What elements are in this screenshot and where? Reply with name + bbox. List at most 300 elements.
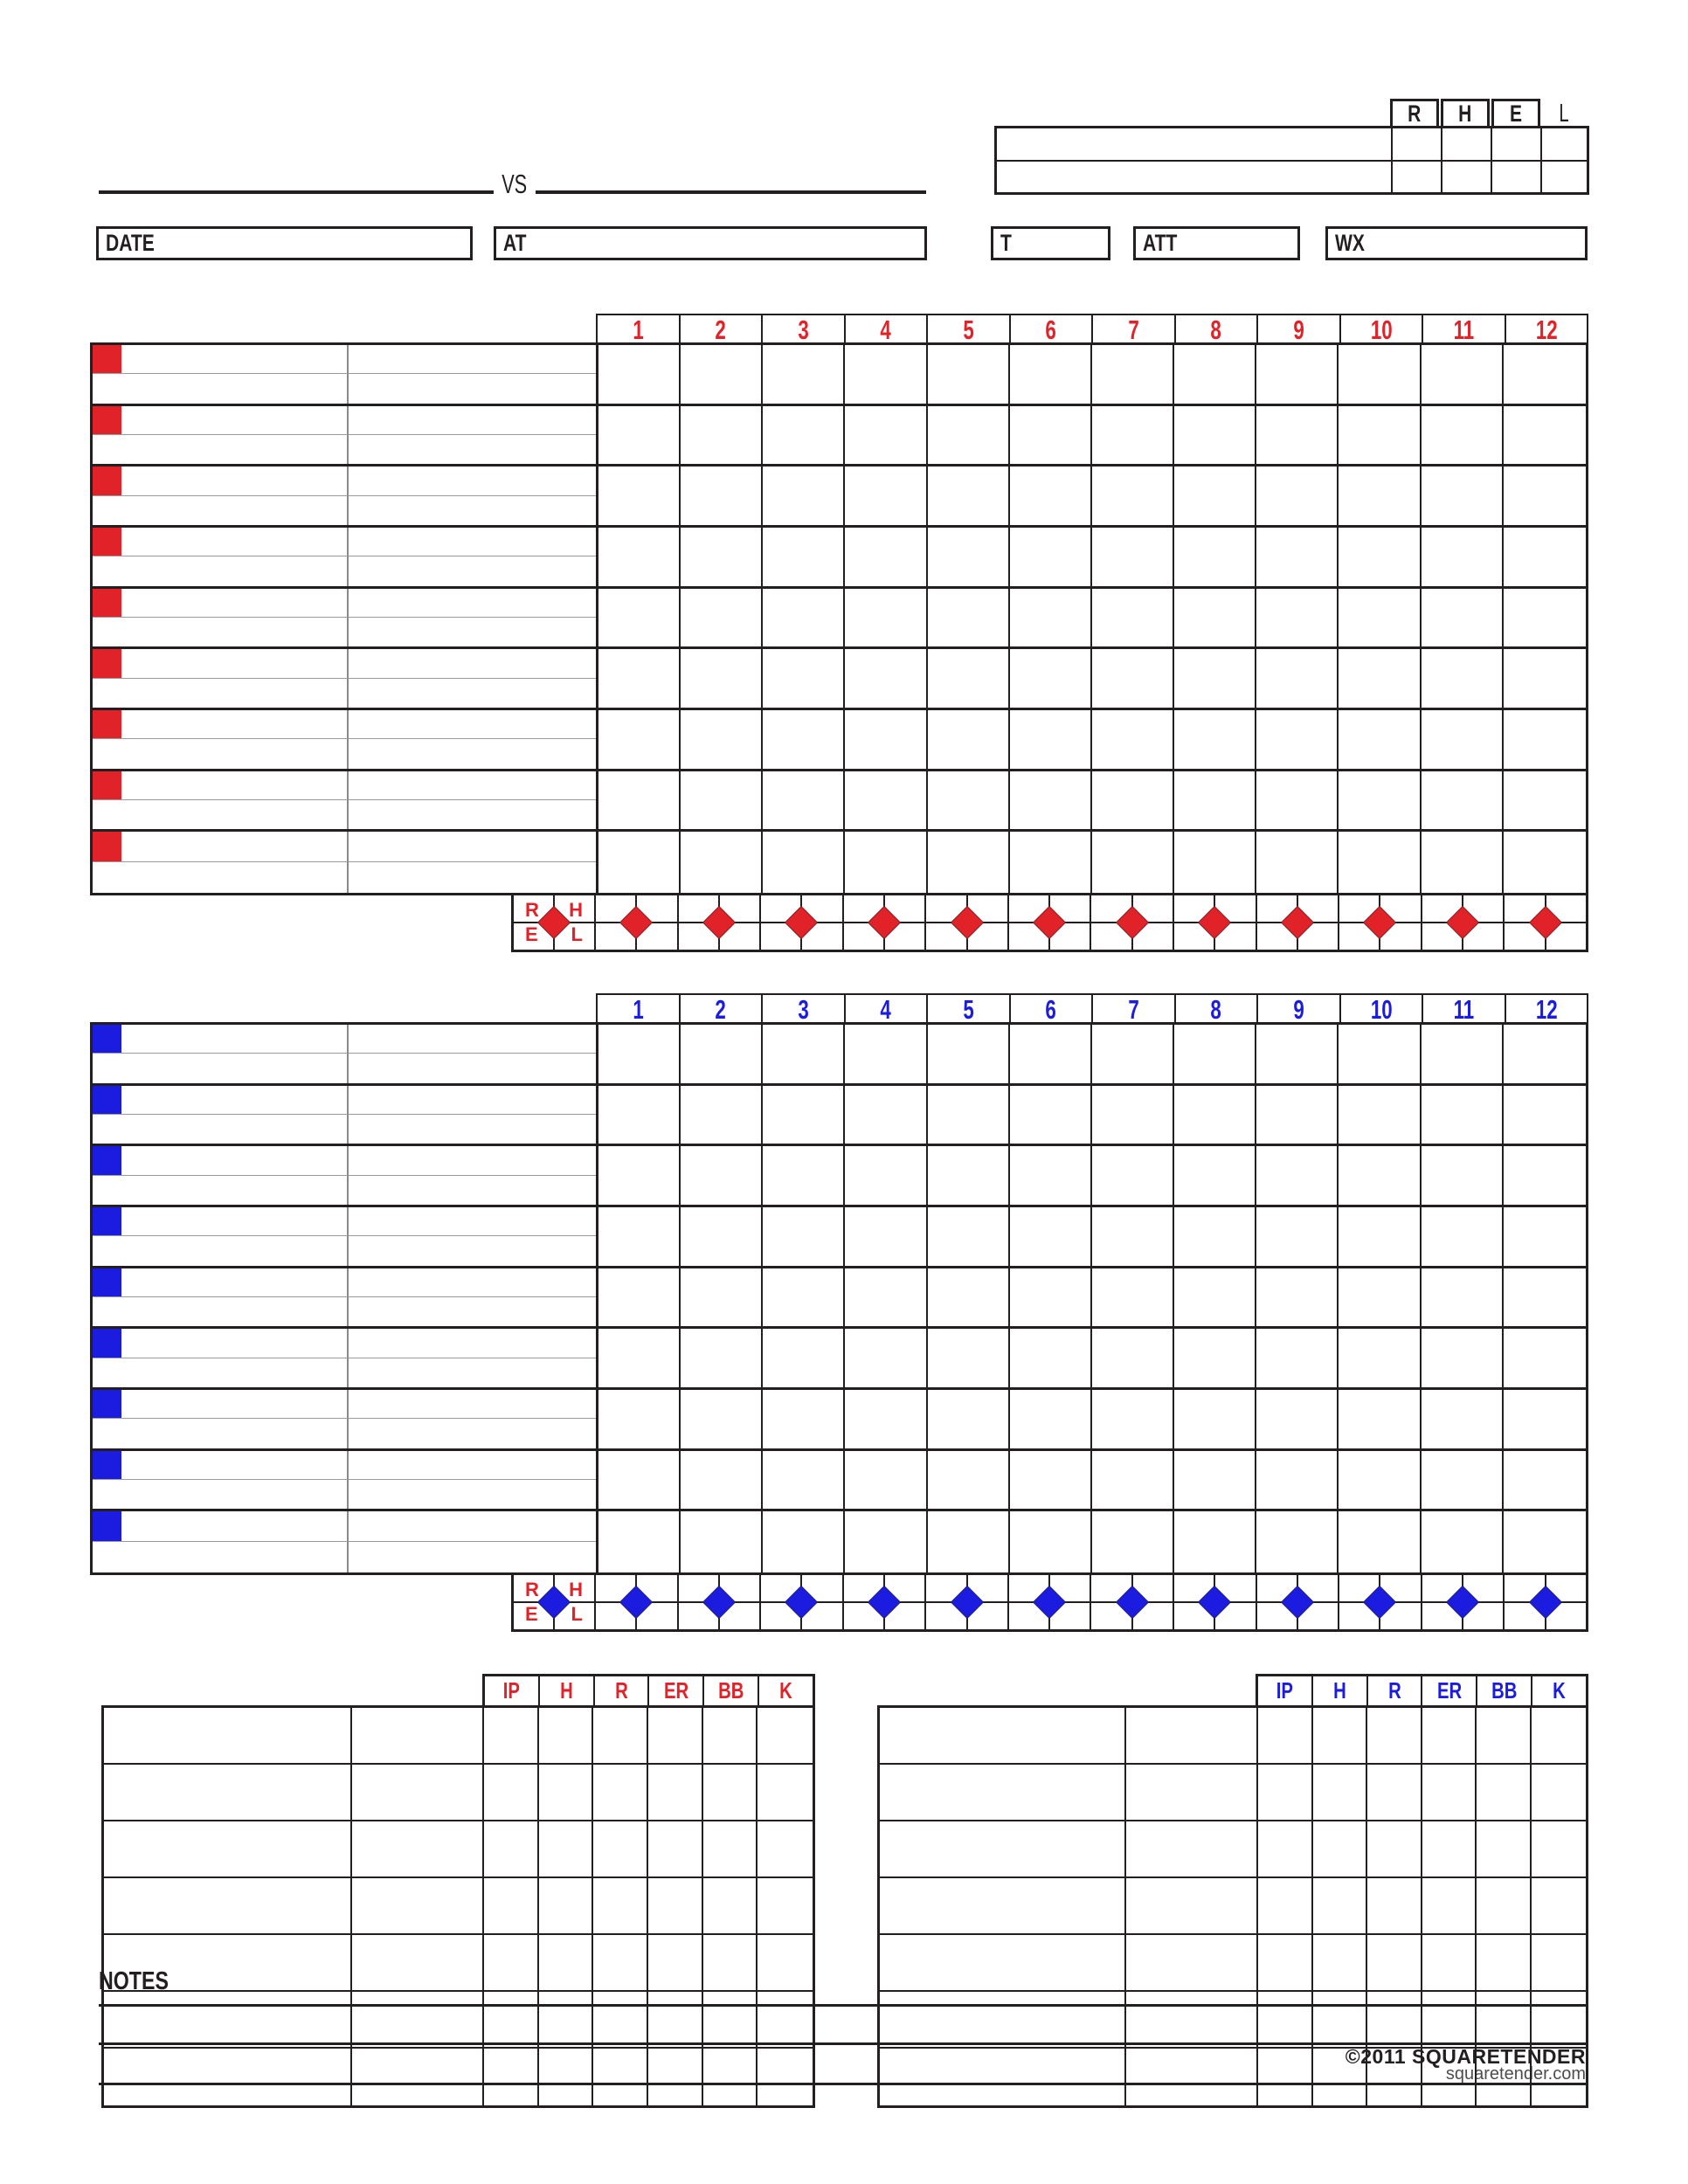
pitcher-stat-cell[interactable] (593, 1708, 648, 1765)
pitcher-stat-cell[interactable] (484, 1821, 539, 1878)
inning-cell[interactable] (928, 1329, 1010, 1390)
pitcher-stat-cell[interactable] (648, 2049, 703, 2105)
inning-cell[interactable] (763, 589, 845, 650)
inning-cell[interactable] (1092, 771, 1174, 833)
pitcher-stat-cell[interactable] (1532, 1992, 1587, 2049)
inning-cell[interactable] (1339, 467, 1421, 528)
inning-cell[interactable] (1174, 710, 1256, 771)
substitute-info-cell[interactable] (349, 435, 596, 464)
pitcher-stat-cell[interactable] (703, 2049, 758, 2105)
pitcher-stat-cell[interactable] (1422, 1765, 1477, 1821)
position-box[interactable] (93, 1086, 121, 1114)
pitcher-stat-cell[interactable] (593, 1935, 648, 1992)
inning-cell[interactable] (1174, 467, 1256, 528)
pitcher-info-cell[interactable] (1126, 2049, 1258, 2105)
inning-cell[interactable] (1010, 1025, 1092, 1086)
inning-cell[interactable] (763, 832, 845, 893)
inning-cell[interactable] (1256, 528, 1339, 589)
inning-cell[interactable] (1092, 1268, 1174, 1330)
inning-cell[interactable] (1256, 406, 1339, 467)
inning-cell[interactable] (681, 649, 763, 710)
pitcher-info-cell[interactable] (352, 1878, 484, 1935)
inning-cell[interactable] (1256, 589, 1339, 650)
substitute-name-cell[interactable] (93, 496, 349, 525)
batter-info-cell[interactable] (349, 832, 596, 862)
inning-cell[interactable] (845, 406, 927, 467)
pitcher-name-cell[interactable] (104, 1992, 352, 2049)
batter-info-cell[interactable] (349, 649, 596, 678)
field-box-wx[interactable] (1325, 226, 1588, 260)
inning-cell[interactable] (598, 1025, 681, 1086)
inning-cell[interactable] (928, 467, 1010, 528)
pitcher-info-cell[interactable] (1126, 1765, 1258, 1821)
substitute-name-cell[interactable] (93, 739, 349, 768)
inning-cell[interactable] (1174, 589, 1256, 650)
pitcher-stat-cell[interactable] (1313, 1821, 1368, 1878)
inning-cell[interactable] (845, 1390, 927, 1451)
inning-cell[interactable] (1010, 832, 1092, 893)
batter-info-cell[interactable] (349, 406, 596, 435)
pitcher-info-cell[interactable] (1126, 1992, 1258, 2049)
inning-cell[interactable] (1010, 1268, 1092, 1330)
pitcher-name-cell[interactable] (104, 1765, 352, 1821)
inning-cell[interactable] (1339, 1086, 1421, 1147)
pitcher-stat-cell[interactable] (1477, 1878, 1532, 1935)
inning-cell[interactable] (1422, 1207, 1504, 1268)
inning-cell[interactable] (598, 771, 681, 833)
batter-name-cell[interactable] (93, 1146, 349, 1175)
inning-cell[interactable] (1092, 710, 1174, 771)
inning-cell[interactable] (1092, 1390, 1174, 1451)
inning-cell[interactable] (1256, 1086, 1339, 1147)
inning-cell[interactable] (845, 345, 927, 406)
inning-cell[interactable] (1092, 1086, 1174, 1147)
inning-cell[interactable] (1174, 1268, 1256, 1330)
pitcher-stat-cell[interactable] (648, 1765, 703, 1821)
inning-cell[interactable] (1174, 649, 1256, 710)
inning-cell[interactable] (1010, 1146, 1092, 1207)
inning-cell[interactable] (1422, 771, 1504, 833)
inning-cell[interactable] (681, 832, 763, 893)
batter-name-cell[interactable] (93, 345, 349, 374)
pitcher-stat-cell[interactable] (484, 1878, 539, 1935)
inning-cell[interactable] (681, 589, 763, 650)
substitute-name-cell[interactable] (93, 1542, 349, 1572)
inning-cell[interactable] (681, 1511, 763, 1572)
inning-cell[interactable] (1092, 589, 1174, 650)
inning-cell[interactable] (1092, 345, 1174, 406)
inning-cell[interactable] (681, 1268, 763, 1330)
inning-cell[interactable] (1504, 528, 1586, 589)
inning-cell[interactable] (1504, 1146, 1586, 1207)
inning-cell[interactable] (1010, 771, 1092, 833)
inning-cell[interactable] (1504, 1390, 1586, 1451)
inning-cell[interactable] (598, 649, 681, 710)
substitute-info-cell[interactable] (349, 556, 596, 585)
pitcher-stat-cell[interactable] (539, 1765, 594, 1821)
inning-cell[interactable] (928, 1025, 1010, 1086)
pitcher-stat-cell[interactable] (593, 1992, 648, 2049)
field-box-at[interactable] (494, 226, 927, 260)
linescore-home-row[interactable] (997, 162, 1587, 193)
pitcher-stat-cell[interactable] (758, 1878, 813, 1935)
inning-cell[interactable] (1504, 649, 1586, 710)
inning-cell[interactable] (763, 1207, 845, 1268)
inning-cell[interactable] (1256, 1268, 1339, 1330)
inning-cell[interactable] (598, 528, 681, 589)
inning-cell[interactable] (763, 771, 845, 833)
inning-cell[interactable] (1092, 1511, 1174, 1572)
inning-cell[interactable] (928, 345, 1010, 406)
pitcher-stat-cell[interactable] (703, 1992, 758, 2049)
substitute-name-cell[interactable] (93, 800, 349, 829)
pitcher-stat-cell[interactable] (1313, 1765, 1368, 1821)
pitcher-stat-cell[interactable] (539, 1821, 594, 1878)
substitute-info-cell[interactable] (349, 1236, 596, 1265)
substitute-name-cell[interactable] (93, 1054, 349, 1082)
batter-info-cell[interactable] (349, 345, 596, 374)
pitcher-stat-cell[interactable] (1532, 1821, 1587, 1878)
batter-info-cell[interactable] (349, 1451, 596, 1480)
inning-cell[interactable] (1339, 589, 1421, 650)
pitcher-stat-cell[interactable] (1477, 2049, 1532, 2105)
inning-cell[interactable] (845, 1451, 927, 1512)
inning-cell[interactable] (1339, 1390, 1421, 1451)
inning-cell[interactable] (1174, 406, 1256, 467)
inning-cell[interactable] (598, 467, 681, 528)
substitute-name-cell[interactable] (93, 679, 349, 708)
batter-name-cell[interactable] (93, 1390, 349, 1419)
batter-name-cell[interactable] (93, 710, 349, 739)
inning-cell[interactable] (763, 1146, 845, 1207)
pitcher-stat-cell[interactable] (1532, 1878, 1587, 1935)
inning-cell[interactable] (1339, 1511, 1421, 1572)
pitcher-stat-cell[interactable] (758, 1708, 813, 1765)
batter-info-cell[interactable] (349, 710, 596, 739)
pitcher-stat-cell[interactable] (758, 1765, 813, 1821)
pitcher-stat-cell[interactable] (703, 1708, 758, 1765)
position-box[interactable] (93, 1329, 121, 1357)
pitcher-stat-cell[interactable] (703, 1935, 758, 1992)
inning-cell[interactable] (1010, 1086, 1092, 1147)
inning-cell[interactable] (1092, 1451, 1174, 1512)
inning-cell[interactable] (681, 528, 763, 589)
pitcher-stat-cell[interactable] (1477, 1935, 1532, 1992)
pitcher-name-cell[interactable] (104, 1935, 352, 1992)
pitcher-name-cell[interactable] (104, 1821, 352, 1878)
inning-cell[interactable] (598, 710, 681, 771)
pitcher-stat-cell[interactable] (1313, 1878, 1368, 1935)
batter-name-cell[interactable] (93, 528, 349, 556)
pitcher-info-cell[interactable] (352, 1708, 484, 1765)
pitcher-stat-cell[interactable] (1477, 1708, 1532, 1765)
inning-cell[interactable] (598, 1086, 681, 1147)
pitcher-stat-cell[interactable] (1367, 2049, 1422, 2105)
pitcher-name-cell[interactable] (880, 1708, 1126, 1765)
substitute-info-cell[interactable] (349, 1115, 596, 1144)
inning-cell[interactable] (681, 1451, 763, 1512)
position-box[interactable] (93, 345, 121, 373)
batter-info-cell[interactable] (349, 1086, 596, 1115)
inning-cell[interactable] (1504, 345, 1586, 406)
pitcher-stat-cell[interactable] (1422, 2049, 1477, 2105)
pitcher-info-cell[interactable] (1126, 1708, 1258, 1765)
batter-name-cell[interactable] (93, 1086, 349, 1115)
inning-cell[interactable] (1256, 832, 1339, 893)
inning-cell[interactable] (1422, 406, 1504, 467)
inning-cell[interactable] (928, 710, 1010, 771)
inning-cell[interactable] (598, 345, 681, 406)
position-box[interactable] (93, 467, 121, 494)
inning-cell[interactable] (1339, 832, 1421, 893)
inning-cell[interactable] (928, 1207, 1010, 1268)
inning-cell[interactable] (1174, 1511, 1256, 1572)
inning-cell[interactable] (598, 832, 681, 893)
substitute-info-cell[interactable] (349, 739, 596, 768)
inning-cell[interactable] (1256, 1390, 1339, 1451)
inning-cell[interactable] (681, 1329, 763, 1390)
inning-cell[interactable] (928, 589, 1010, 650)
inning-cell[interactable] (681, 1086, 763, 1147)
inning-cell[interactable] (1010, 1207, 1092, 1268)
inning-cell[interactable] (928, 406, 1010, 467)
inning-cell[interactable] (1256, 467, 1339, 528)
inning-cell[interactable] (928, 528, 1010, 589)
substitute-name-cell[interactable] (93, 556, 349, 585)
pitcher-stat-cell[interactable] (539, 1878, 594, 1935)
inning-cell[interactable] (763, 649, 845, 710)
position-box[interactable] (93, 1451, 121, 1479)
inning-cell[interactable] (1339, 406, 1421, 467)
inning-cell[interactable] (1422, 1268, 1504, 1330)
inning-cell[interactable] (598, 589, 681, 650)
pitcher-stat-cell[interactable] (1422, 1708, 1477, 1765)
pitcher-stat-cell[interactable] (1422, 1935, 1477, 1992)
substitute-name-cell[interactable] (93, 1480, 349, 1509)
inning-cell[interactable] (1339, 649, 1421, 710)
inning-cell[interactable] (1010, 406, 1092, 467)
inning-cell[interactable] (845, 771, 927, 833)
pitcher-stat-cell[interactable] (1367, 1992, 1422, 2049)
inning-cell[interactable] (1174, 1146, 1256, 1207)
batter-info-cell[interactable] (349, 1268, 596, 1297)
inning-cell[interactable] (928, 1268, 1010, 1330)
inning-cell[interactable] (681, 710, 763, 771)
inning-cell[interactable] (1092, 1025, 1174, 1086)
inning-cell[interactable] (681, 1025, 763, 1086)
pitcher-stat-cell[interactable] (1367, 1765, 1422, 1821)
inning-cell[interactable] (681, 345, 763, 406)
batter-name-cell[interactable] (93, 589, 349, 618)
pitcher-name-cell[interactable] (880, 1992, 1126, 2049)
inning-cell[interactable] (1256, 1511, 1339, 1572)
inning-cell[interactable] (1504, 467, 1586, 528)
inning-cell[interactable] (1339, 771, 1421, 833)
substitute-info-cell[interactable] (349, 496, 596, 525)
batter-name-cell[interactable] (93, 832, 349, 862)
inning-cell[interactable] (763, 345, 845, 406)
pitcher-stat-cell[interactable] (1313, 1935, 1368, 1992)
position-box[interactable] (93, 649, 121, 677)
substitute-info-cell[interactable] (349, 1297, 596, 1326)
inning-cell[interactable] (1174, 1207, 1256, 1268)
pitcher-stat-cell[interactable] (1532, 1765, 1587, 1821)
inning-cell[interactable] (845, 1025, 927, 1086)
pitcher-stat-cell[interactable] (1258, 1821, 1313, 1878)
inning-cell[interactable] (681, 406, 763, 467)
substitute-name-cell[interactable] (93, 1176, 349, 1205)
inning-cell[interactable] (681, 1390, 763, 1451)
batter-info-cell[interactable] (349, 1207, 596, 1236)
pitcher-stat-cell[interactable] (648, 1708, 703, 1765)
inning-cell[interactable] (1174, 1329, 1256, 1390)
inning-cell[interactable] (1422, 649, 1504, 710)
pitcher-stat-cell[interactable] (648, 1992, 703, 2049)
inning-cell[interactable] (1174, 832, 1256, 893)
batter-info-cell[interactable] (349, 467, 596, 495)
inning-cell[interactable] (1422, 345, 1504, 406)
inning-cell[interactable] (1010, 345, 1092, 406)
substitute-name-cell[interactable] (93, 862, 349, 893)
inning-cell[interactable] (1504, 1268, 1586, 1330)
substitute-name-cell[interactable] (93, 374, 349, 403)
batter-name-cell[interactable] (93, 649, 349, 678)
batter-info-cell[interactable] (349, 1329, 596, 1358)
inning-cell[interactable] (1422, 1451, 1504, 1512)
pitcher-stat-cell[interactable] (539, 1992, 594, 2049)
inning-cell[interactable] (1339, 1268, 1421, 1330)
substitute-name-cell[interactable] (93, 1358, 349, 1387)
inning-cell[interactable] (763, 406, 845, 467)
inning-cell[interactable] (1504, 771, 1586, 833)
substitute-name-cell[interactable] (93, 618, 349, 646)
pitcher-info-cell[interactable] (352, 1821, 484, 1878)
inning-cell[interactable] (1174, 771, 1256, 833)
inning-cell[interactable] (1010, 1511, 1092, 1572)
inning-cell[interactable] (1174, 1390, 1256, 1451)
position-box[interactable] (93, 1025, 121, 1053)
inning-cell[interactable] (845, 589, 927, 650)
inning-cell[interactable] (1422, 710, 1504, 771)
pitcher-stat-cell[interactable] (1313, 1992, 1368, 2049)
inning-cell[interactable] (1092, 832, 1174, 893)
inning-cell[interactable] (1010, 467, 1092, 528)
inning-cell[interactable] (1010, 528, 1092, 589)
inning-cell[interactable] (1504, 1511, 1586, 1572)
inning-cell[interactable] (845, 528, 927, 589)
pitcher-stat-cell[interactable] (1367, 1708, 1422, 1765)
substitute-info-cell[interactable] (349, 1542, 596, 1572)
inning-cell[interactable] (1504, 1086, 1586, 1147)
inning-cell[interactable] (845, 467, 927, 528)
pitcher-stat-cell[interactable] (1477, 1992, 1532, 2049)
inning-cell[interactable] (1256, 345, 1339, 406)
inning-cell[interactable] (1504, 1451, 1586, 1512)
inning-cell[interactable] (1504, 589, 1586, 650)
inning-cell[interactable] (1504, 406, 1586, 467)
inning-cell[interactable] (845, 1511, 927, 1572)
inning-cell[interactable] (763, 1268, 845, 1330)
pitcher-stat-cell[interactable] (593, 2049, 648, 2105)
pitcher-stat-cell[interactable] (593, 1765, 648, 1821)
pitcher-stat-cell[interactable] (1532, 1708, 1587, 1765)
home-team-name-line[interactable] (536, 190, 926, 194)
inning-cell[interactable] (1174, 528, 1256, 589)
inning-cell[interactable] (1256, 1146, 1339, 1207)
inning-cell[interactable] (1092, 406, 1174, 467)
substitute-name-cell[interactable] (93, 1419, 349, 1448)
pitcher-info-cell[interactable] (352, 2049, 484, 2105)
inning-cell[interactable] (1339, 1146, 1421, 1207)
inning-cell[interactable] (598, 1511, 681, 1572)
inning-cell[interactable] (928, 1086, 1010, 1147)
pitcher-stat-cell[interactable] (593, 1878, 648, 1935)
pitcher-stat-cell[interactable] (648, 1878, 703, 1935)
inning-cell[interactable] (928, 1511, 1010, 1572)
pitcher-stat-cell[interactable] (1367, 1878, 1422, 1935)
inning-cell[interactable] (1010, 1451, 1092, 1512)
inning-cell[interactable] (1010, 710, 1092, 771)
pitcher-stat-cell[interactable] (1258, 1935, 1313, 1992)
pitcher-info-cell[interactable] (352, 1992, 484, 2049)
inning-cell[interactable] (1422, 1329, 1504, 1390)
substitute-info-cell[interactable] (349, 374, 596, 403)
position-box[interactable] (93, 771, 121, 799)
batter-name-cell[interactable] (93, 771, 349, 800)
inning-cell[interactable] (763, 1511, 845, 1572)
pitcher-stat-cell[interactable] (539, 1708, 594, 1765)
pitcher-stat-cell[interactable] (484, 2049, 539, 2105)
inning-cell[interactable] (1092, 649, 1174, 710)
substitute-info-cell[interactable] (349, 1054, 596, 1082)
inning-cell[interactable] (763, 1025, 845, 1086)
pitcher-stat-cell[interactable] (703, 1878, 758, 1935)
inning-cell[interactable] (598, 1390, 681, 1451)
position-box[interactable] (93, 406, 121, 434)
inning-cell[interactable] (1256, 1451, 1339, 1512)
inning-cell[interactable] (1256, 1329, 1339, 1390)
substitute-info-cell[interactable] (349, 862, 596, 893)
pitcher-name-cell[interactable] (880, 1821, 1126, 1878)
pitcher-info-cell[interactable] (352, 1935, 484, 1992)
pitcher-name-cell[interactable] (880, 1765, 1126, 1821)
pitcher-name-cell[interactable] (880, 1935, 1126, 1992)
pitcher-stat-cell[interactable] (758, 1821, 813, 1878)
substitute-name-cell[interactable] (93, 1115, 349, 1144)
batter-info-cell[interactable] (349, 1025, 596, 1054)
inning-cell[interactable] (1174, 1086, 1256, 1147)
batter-info-cell[interactable] (349, 1511, 596, 1542)
pitcher-stat-cell[interactable] (484, 1765, 539, 1821)
pitcher-stat-cell[interactable] (1367, 1935, 1422, 1992)
inning-cell[interactable] (1256, 649, 1339, 710)
pitcher-stat-cell[interactable] (484, 1992, 539, 2049)
pitcher-stat-cell[interactable] (539, 1935, 594, 1992)
pitcher-stat-cell[interactable] (648, 1935, 703, 1992)
position-box[interactable] (93, 1146, 121, 1174)
inning-cell[interactable] (1256, 1025, 1339, 1086)
pitcher-stat-cell[interactable] (758, 1935, 813, 1992)
pitcher-name-cell[interactable] (880, 2049, 1126, 2105)
pitcher-stat-cell[interactable] (1313, 2049, 1368, 2105)
position-box[interactable] (93, 1390, 121, 1418)
inning-cell[interactable] (763, 1086, 845, 1147)
substitute-info-cell[interactable] (349, 679, 596, 708)
batter-name-cell[interactable] (93, 1329, 349, 1358)
batter-info-cell[interactable] (349, 589, 596, 618)
position-box[interactable] (93, 1207, 121, 1235)
pitcher-stat-cell[interactable] (1422, 1992, 1477, 2049)
